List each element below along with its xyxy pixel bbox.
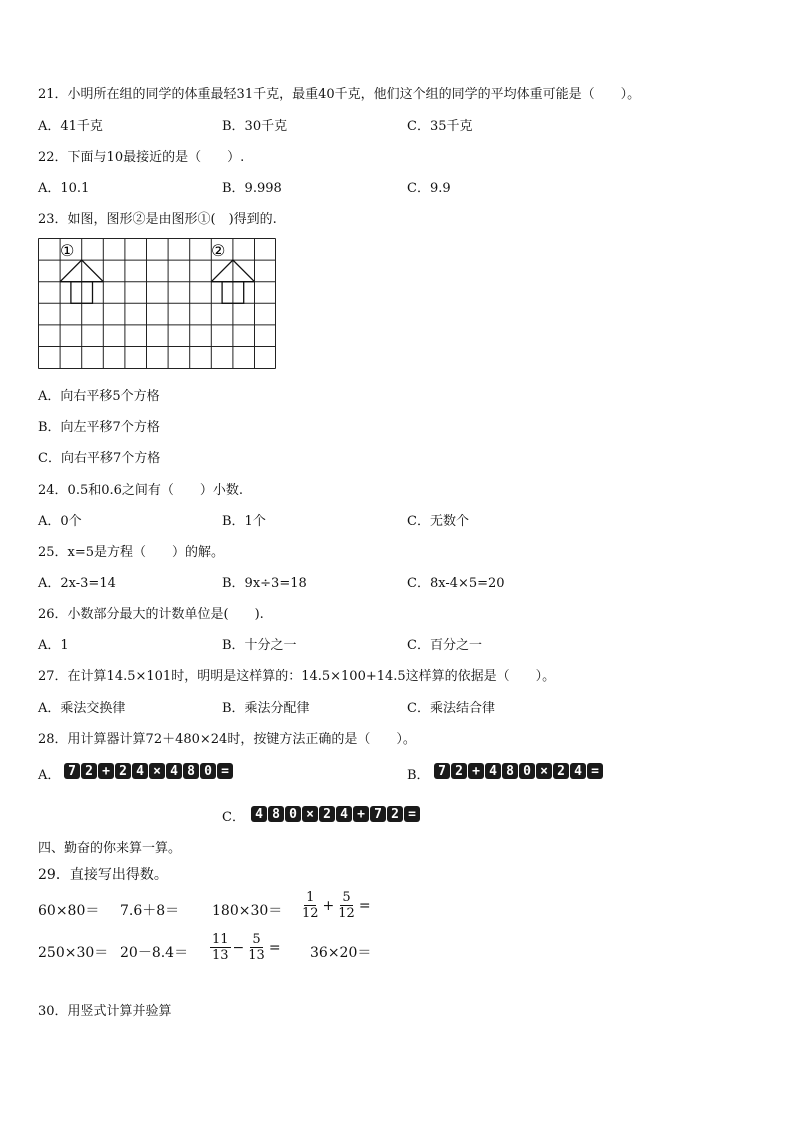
calculator-key: 2 bbox=[81, 763, 97, 779]
figure-2-label: ② bbox=[211, 241, 226, 260]
q23-option-a[interactable]: A．向右平移5个方格 bbox=[38, 389, 160, 404]
q25-option-c[interactable]: C．8x-4×5=20 bbox=[407, 576, 505, 591]
q24-option-c[interactable]: C．无数个 bbox=[407, 514, 469, 529]
calculator-key: = bbox=[404, 806, 420, 822]
question-24: 24．0.5和0.6之间有（ ）小数. bbox=[38, 483, 244, 498]
q28-option-b-keys[interactable] bbox=[434, 763, 603, 779]
calculator-key: 0 bbox=[285, 806, 301, 822]
calculator-key: 0 bbox=[519, 763, 535, 779]
calculator-key: 4 bbox=[485, 763, 501, 779]
calculator-key: 4 bbox=[336, 806, 352, 822]
section-heading: 四、勤奋的你来算一算。 bbox=[38, 841, 182, 856]
q28-option-c-keys[interactable] bbox=[251, 806, 420, 822]
q28-option-a-keys[interactable] bbox=[64, 763, 233, 779]
question-27: 27．在计算14.5×101时，明明是这样算的：14.5×100+14.5这样算的依据是（ ）。 bbox=[38, 669, 556, 684]
figure-1-label: ① bbox=[60, 241, 75, 260]
calculator-key: 0 bbox=[200, 763, 216, 779]
calculator-key: 4 bbox=[570, 763, 586, 779]
q23-option-b[interactable]: B．向左平移7个方格 bbox=[38, 420, 160, 435]
calculator-key: 8 bbox=[268, 806, 284, 822]
fraction: $\frac{11}{13}$ bbox=[212, 932, 229, 963]
q28-option-c-label[interactable]: C． bbox=[222, 810, 245, 825]
question-25: 25．x=5是方程（ ）的解。 bbox=[38, 545, 225, 560]
calculator-key: 2 bbox=[451, 763, 467, 779]
calculator-key: × bbox=[302, 806, 318, 822]
calc-expression: 250×30＝ bbox=[38, 945, 109, 961]
q22-option-b[interactable]: B．9.998 bbox=[222, 181, 282, 196]
question-29: 29．直接写出得数。 bbox=[38, 867, 168, 883]
q22-option-c[interactable]: C．9.9 bbox=[407, 181, 451, 196]
calculator-key: = bbox=[217, 763, 233, 779]
question-26: 26．小数部分最大的计数单位是( ). bbox=[38, 607, 264, 622]
calculator-key: 2 bbox=[115, 763, 131, 779]
question-21: 21．小明所在组的同学的体重最轻31千克，最重40千克，他们这个组的同学的平均体重可能是（ ）。 bbox=[38, 87, 641, 102]
calculator-key: 2 bbox=[553, 763, 569, 779]
calculator-key: 7 bbox=[434, 763, 450, 779]
question-23: 23．如图，图形②是由图形①( )得到的. bbox=[38, 212, 277, 227]
translation-grid-figure bbox=[38, 238, 278, 370]
fraction: $\frac{1}{12}$ bbox=[302, 890, 319, 921]
calculator-key: 7 bbox=[370, 806, 386, 822]
fraction: $\frac{5}{13}$ bbox=[248, 932, 265, 963]
calc-expression: 20－8.4＝ bbox=[120, 945, 189, 961]
calculator-key: + bbox=[98, 763, 114, 779]
fraction-expression: $\frac{1}{12}$ + $\frac{5}{12}$ = bbox=[302, 890, 371, 921]
q21-option-b[interactable]: B．30千克 bbox=[222, 119, 288, 134]
q26-option-a[interactable]: A．1 bbox=[38, 638, 69, 653]
q28-option-a-label[interactable]: A． bbox=[38, 768, 61, 783]
calculator-key: × bbox=[536, 763, 552, 779]
calc-expression: 180×30＝ bbox=[212, 903, 283, 919]
calculator-key: = bbox=[587, 763, 603, 779]
calculator-key: 8 bbox=[183, 763, 199, 779]
calculator-key: × bbox=[149, 763, 165, 779]
q26-option-b[interactable]: B．十分之一 bbox=[222, 638, 297, 653]
q21-option-c[interactable]: C．35千克 bbox=[407, 119, 473, 134]
calc-expression: 7.6＋8＝ bbox=[120, 903, 180, 919]
calculator-key: 8 bbox=[502, 763, 518, 779]
q25-option-b[interactable]: B．9x÷3=18 bbox=[222, 576, 307, 591]
question-30: 30．用竖式计算并验算 bbox=[38, 1004, 172, 1019]
q24-option-b[interactable]: B．1个 bbox=[222, 514, 266, 529]
calc-expression: 60×80＝ bbox=[38, 903, 100, 919]
calc-expression: 36×20＝ bbox=[310, 945, 372, 961]
calculator-key: 2 bbox=[387, 806, 403, 822]
q28-option-b-label[interactable]: B． bbox=[407, 768, 430, 783]
q23-option-c[interactable]: C．向右平移7个方格 bbox=[38, 451, 161, 466]
calculator-key: + bbox=[353, 806, 369, 822]
q22-option-a[interactable]: A．10.1 bbox=[38, 181, 90, 196]
question-28: 28．用计算器计算72＋480×24时，按键方法正确的是（ ）。 bbox=[38, 732, 416, 747]
q27-option-b[interactable]: B．乘法分配律 bbox=[222, 701, 310, 716]
calculator-key: 4 bbox=[251, 806, 267, 822]
fraction: $\frac{5}{12}$ bbox=[338, 890, 355, 921]
q27-option-a[interactable]: A．乘法交换律 bbox=[38, 701, 126, 716]
q21-option-a[interactable]: A．41千克 bbox=[38, 119, 103, 134]
q24-option-a[interactable]: A．0个 bbox=[38, 514, 82, 529]
q27-option-c[interactable]: C．乘法结合律 bbox=[407, 701, 495, 716]
calculator-key: 2 bbox=[319, 806, 335, 822]
calculator-key: 4 bbox=[132, 763, 148, 779]
fraction-expression: $\frac{11}{13}$ − $\frac{5}{13}$ = bbox=[212, 932, 281, 963]
question-22: 22．下面与10最接近的是（ ）. bbox=[38, 150, 245, 165]
calculator-key: 4 bbox=[166, 763, 182, 779]
q26-option-c[interactable]: C．百分之一 bbox=[407, 638, 482, 653]
calculator-key: 7 bbox=[64, 763, 80, 779]
calculator-key: + bbox=[468, 763, 484, 779]
q25-option-a[interactable]: A．2x-3=14 bbox=[38, 576, 116, 591]
